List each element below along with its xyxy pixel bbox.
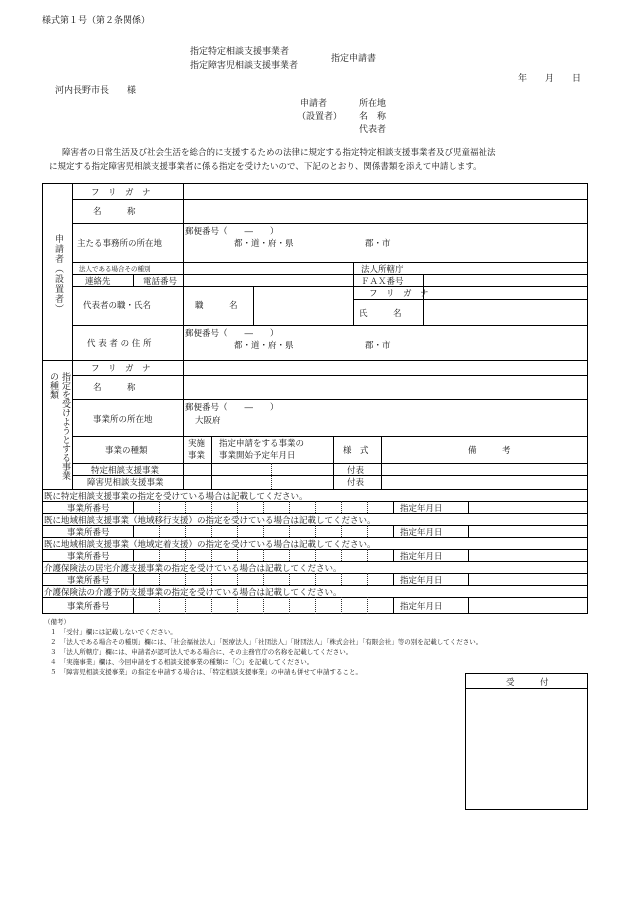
section-business-label: 指定を受けようとする事業の種類 (48, 372, 70, 480)
business-type-2: 指定障害児相談支援事業者 (190, 61, 299, 71)
city-label: 郡・市 (365, 239, 391, 249)
phone-label: 電話番号 (143, 277, 178, 287)
office-postal-code: 郵便番号（ ― ） (185, 403, 279, 413)
office-no-d: 事業所番号 (67, 576, 110, 586)
office-no-c: 事業所番号 (67, 552, 110, 562)
rep-label: 代表者の職・氏名 (83, 301, 152, 311)
office-location-label: 事業所の所在地 (93, 415, 153, 425)
name-label: 名 称 (93, 207, 136, 217)
reception-box (465, 673, 588, 810)
postal-code: 郵便番号（ ― ） (185, 227, 279, 237)
note-item-4: ４ 「実施事業」欄は、今回申請をする相談支援事業の種類に「〇」を記載してください。 (50, 658, 314, 666)
applicant-label: 申請者 (300, 99, 328, 109)
note-item-3: ３ 「法人所轄庁」欄には、申請者が認可法人である場合に、その主務官庁の名称を記載してください。 (50, 648, 353, 656)
prefecture-label: 都・道・府・県 (234, 239, 294, 249)
designation-date-c: 指定年月日 (400, 552, 443, 562)
biz-row-1: 特定相談支援事業 (91, 466, 160, 476)
document-title: 指定申請書 (331, 54, 377, 64)
business-type-1: 指定特定相談支援事業者 (190, 47, 290, 57)
date-field: 年 月 日 (518, 74, 582, 84)
impl-header-2: 事業 (188, 451, 206, 461)
form-number: 様式第１号（第２条関係） (42, 16, 151, 26)
position-label: 職 名 (195, 301, 238, 311)
intro-line-2: に規定する指定障害児相談支援事業者に係る指定を受けたいので、下記のとおり、関係書類を添えて申請します。 (49, 162, 482, 172)
furigana-label: フ リ ガ ナ (91, 188, 151, 198)
note-item-2: ２ 「法人である場合その種別」欄には、「社会福祉法人」「医療法人」「社団法人」「財団法人」「株式会社」「有限会社」等の別を記載してください。 (50, 638, 483, 646)
form-header: 様 式 (343, 446, 369, 456)
rep-city-label: 郡・市 (365, 341, 391, 351)
section-applicant-label: 申請者（設置者） (53, 234, 63, 314)
start-date-header-1: 指定申請をする事業の (219, 439, 305, 449)
corp-type-label: 法人である場合その種別 (79, 265, 151, 273)
note-item-5: ５ 「障害児相談支援事業」の指定を申請する場合は、「特定相談支援事業」の申請も併せて申請すること。 (50, 668, 362, 676)
impl-header-1: 実施 (188, 439, 206, 449)
intro-line-1: 障害者の日常生活及び社会生活を総合的に支援するための法律に規定する指定特定相談支援事業者及び児童福祉法 (62, 148, 496, 158)
applicant-label-paren: （設置者） (297, 112, 343, 122)
osaka-label: 大阪府 (195, 416, 221, 426)
addressee: 河内長野市長 様 (55, 86, 137, 96)
biz-furigana-label: フ リ ガ ナ (91, 364, 151, 374)
office-no-a: 事業所番号 (67, 504, 110, 514)
note-d: 介護保険法の居宅介護支援事業の指定を受けている場合は記載してください。 (44, 564, 342, 574)
attached-2: 付表 (347, 478, 365, 488)
applicant-rep: 代表者 (359, 125, 387, 135)
person-name-label: 氏 名 (359, 309, 402, 319)
biz-name-label: 名 称 (93, 383, 136, 393)
designation-date-a: 指定年月日 (400, 504, 443, 514)
remarks-header: 備 考 (468, 446, 511, 456)
rep-postal-code: 郵便番号（ ― ） (185, 329, 279, 339)
note-item-1: １ 「受付」欄には記載しないでください。 (50, 628, 177, 636)
note-b: 既に地域相談支援事業（地域移行支援）の指定を受けている場合は記載してください。 (44, 516, 376, 526)
corp-office-label: 法人所轄庁 (361, 265, 404, 275)
biz-row-2: 障害児相談支援事業 (87, 478, 164, 488)
designation-date-d: 指定年月日 (400, 576, 443, 586)
furigana2-label: フ リ ガ ナ (369, 289, 429, 299)
main-office-label: 主たる事務所の所在地 (77, 239, 163, 249)
note-e: 介護保険法の介護予防支援事業の指定を受けている場合は記載してください。 (44, 588, 342, 598)
rep-prefecture-label: 都・道・府・県 (234, 341, 294, 351)
start-date-header-2: 事業開始予定年月日 (219, 451, 296, 461)
biz-type-header: 事業の種類 (105, 446, 148, 456)
applicant-name: 名 称 (359, 112, 387, 122)
designation-date-b: 指定年月日 (400, 528, 443, 538)
note-c: 既に地域相談支援事業（地域定着支援）の指定を受けている場合は記載してください。 (44, 540, 376, 550)
notes-title: （備考） (44, 618, 70, 626)
application-table (42, 183, 588, 614)
note-a: 既に特定相談支援事業の指定を受けている場合は記載してください。 (44, 492, 308, 502)
office-no-b: 事業所番号 (67, 528, 110, 538)
fax-label: ＦＡＸ番号 (361, 277, 404, 287)
reception-label: 受 付 (506, 678, 549, 688)
designation-date-e: 指定年月日 (400, 602, 443, 612)
contact-label: 連絡先 (85, 277, 111, 287)
attached-1: 付表 (347, 466, 365, 476)
office-no-e: 事業所番号 (67, 602, 110, 612)
applicant-location: 所在地 (359, 99, 387, 109)
rep-address-label: 代 表 者 の 住 所 (87, 339, 152, 349)
